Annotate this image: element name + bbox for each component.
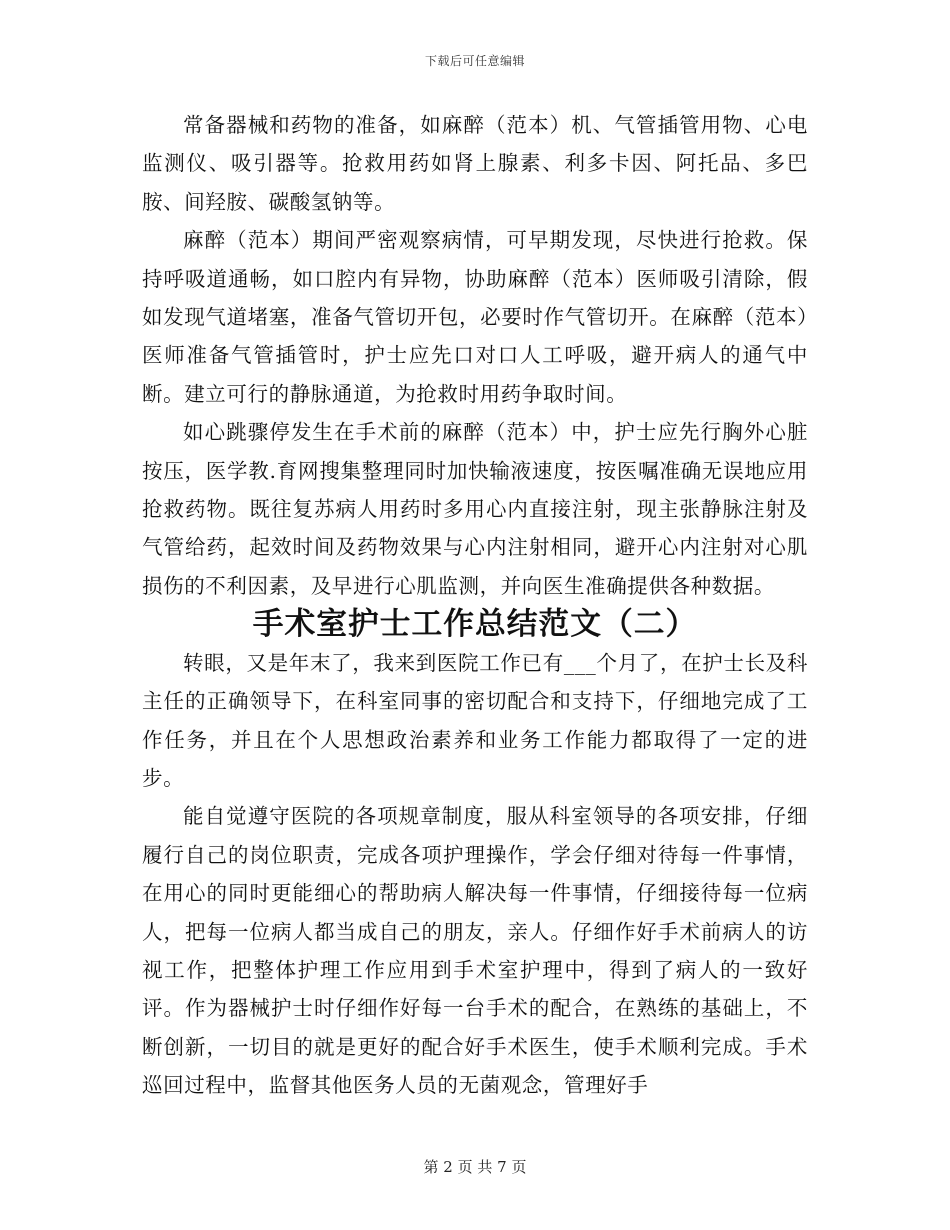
paragraph-duties: 能自觉遵守医院的各项规章制度，服从科室领导的各项安排，仔细履行自己的岗位职责，完成各项护理操作，学会仔细对待每一件事情，在用心的同时更能细心的帮助病人解决每一件事情，仔细接待每一位病人，把每一位病人都当成自己的朋友，亲人。仔细作好手术前病人的访视工作，把整体护理工作应用到手术室护理中，得到了病人的一致好评。作为器械护士时仔细作好每一台手术的配合，在熟练的基础上，不断创新，一切目的就是更好的配合好手术医生，使手术顺利完成。手术巡回过程中，监督其他医务人员的无菌观念，管理好手 bbox=[142, 804, 808, 1098]
document-body bbox=[142, 106, 808, 1105]
paragraph-equipment-prep: 常备器械和药物的准备，如麻醉（范本）机、气管插管用物、心电监测仪、吸引器等。抢救用药如肾上腺素、利多卡因、阿托品、多巴胺、间羟胺、碳酸氢钠等。 bbox=[142, 113, 808, 214]
paragraph-year-end: 转眼，又是年末了，我来到医院工作已有___个月了，在护士长及科主任的正确领导下，在科室同事的密切配合和支持下，仔细地完成了工作任务，并且在个人思想政治素养和业务工作能力都取得了一定的进步。 bbox=[142, 650, 808, 790]
paragraph-anesthesia-monitoring: 麻醉（范本）期间严密观察病情，可早期发现，尽快进行抢救。保持呼吸道通畅，如口腔内有异物，协助麻醉（范本）医师吸引清除，假如发现气道堵塞，准备气管切开包，必要时作气管切开。在麻醉（范本）医师准备气管插管时，护士应先口对口人工呼吸，避开病人的通气中断。建立可行的静脉通道，为抢救时用药争取时间。 bbox=[142, 228, 808, 406]
page-footer: 第 2 页 共 7 页 bbox=[423, 1158, 527, 1176]
section-title: 手术室护士工作总结范文（二） bbox=[252, 606, 698, 643]
paragraph-cardiac-arrest: 如心跳骤停发生在手术前的麻醉（范本）中，护士应先行胸外心脏按压，医学教.育网搜集整理同时加快输液速度，按医嘱准确无误地应用抢救药物。既往复苏病人用药时多用心内直接注射，现主张静脉注射及气管给药，起效时间及药物效果与心内注射相同，避开心内注射对心肌损伤的不利因素，及早进行心肌监测，并向医生准确提供各种数据。 bbox=[142, 420, 808, 598]
page-header: 下载后可任意编辑 bbox=[424, 54, 525, 68]
